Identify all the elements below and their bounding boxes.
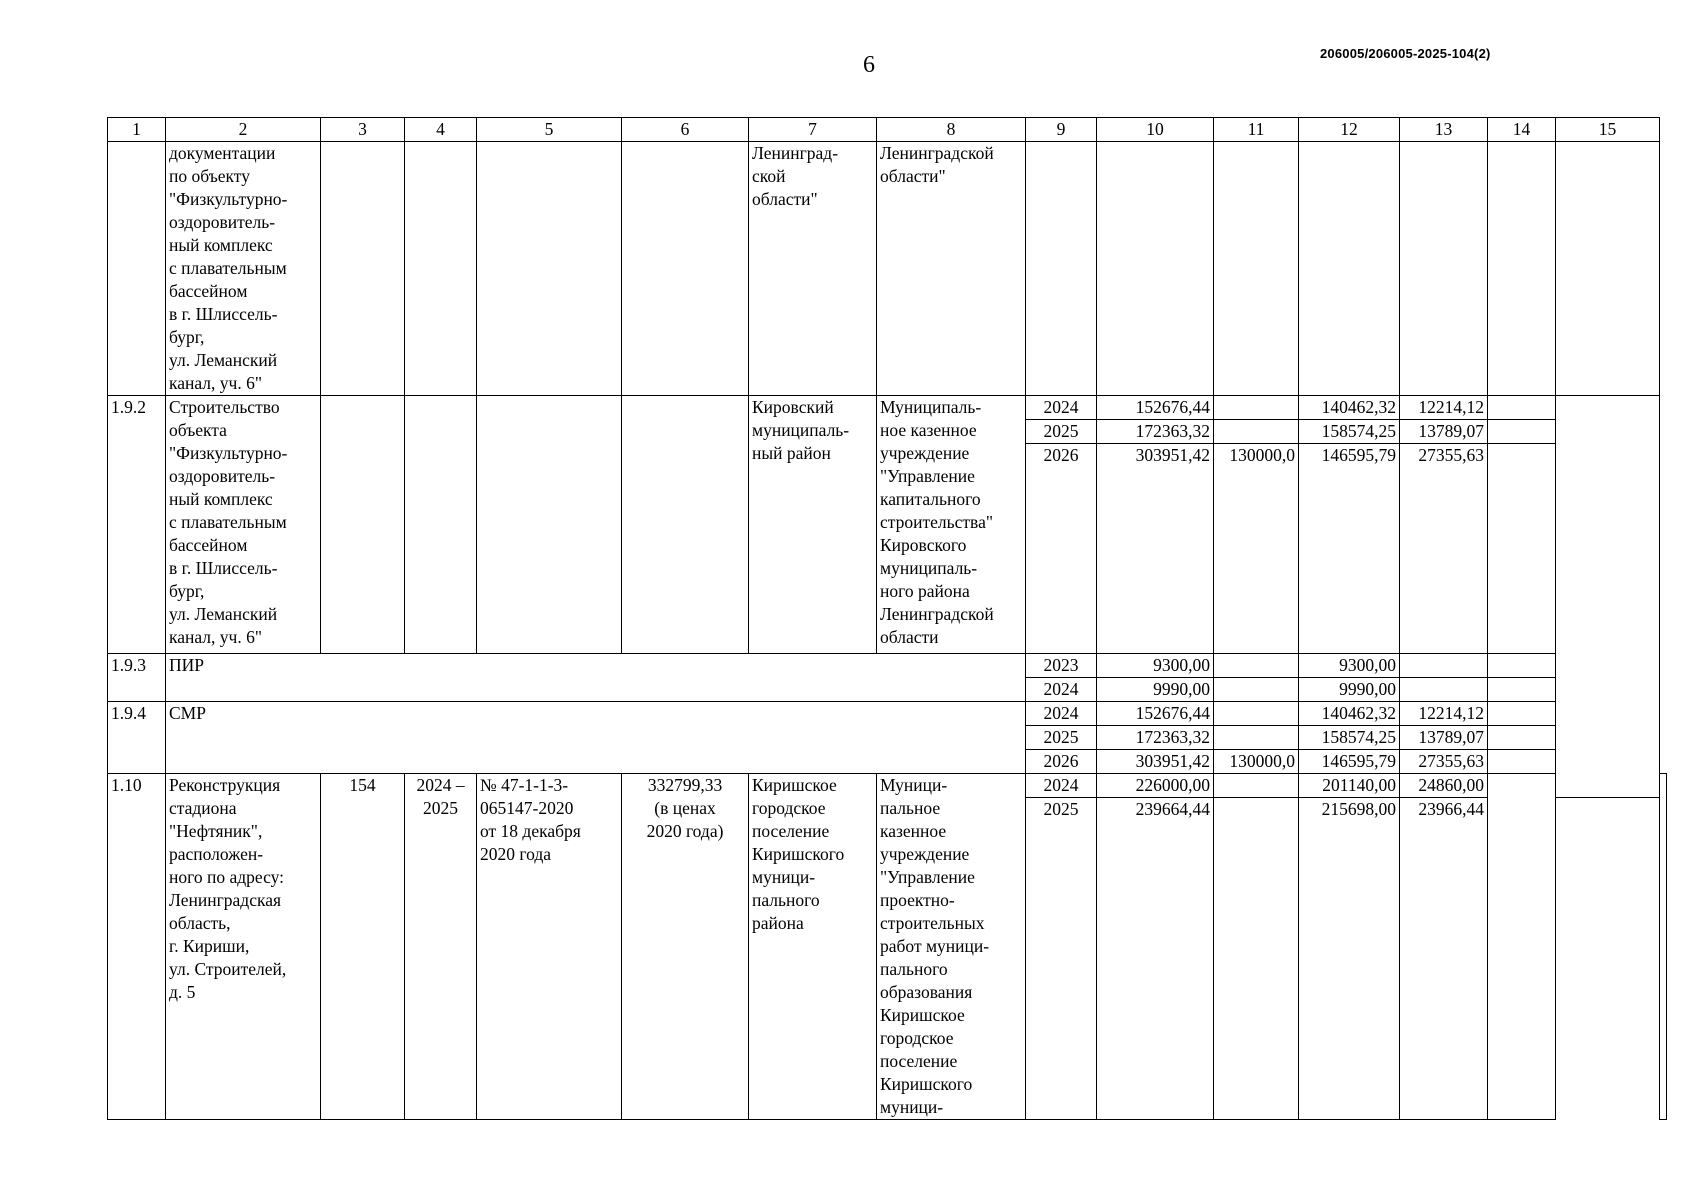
year-cell: 2024 — [1026, 702, 1097, 726]
cell — [1097, 142, 1214, 396]
year-cell: 2023 — [1026, 654, 1097, 678]
cell — [1660, 774, 1667, 1120]
page-number: 6 — [863, 52, 875, 78]
total-cell: 172363,32 — [1097, 420, 1214, 444]
row-number-cell — [108, 142, 166, 396]
regional-cell: 9300,00 — [1299, 654, 1400, 678]
total-cell: 303951,42 — [1097, 444, 1214, 654]
estimated-cost-cell: 332799,33 (в ценах 2020 года) — [622, 774, 749, 1120]
total-cell: 152676,44 — [1097, 396, 1214, 420]
customer-cell: Муници- пальное казенное учреждение "Управление проектно- строительных работ муници- пального образования Киришское городское поселение Киришского муници- — [877, 774, 1026, 1120]
total-cell: 303951,42 — [1097, 750, 1214, 774]
header-cell: 2 — [166, 118, 321, 142]
municipality-cell: Кировский муниципаль- ный район — [749, 396, 877, 654]
row-number-cell: 1.9.2 — [108, 396, 166, 654]
cell — [1488, 420, 1556, 444]
federal-cell — [1214, 702, 1299, 726]
municipality-cell: Киришское городское поселение Киришского муници- пального района — [749, 774, 877, 1120]
federal-cell — [1214, 774, 1299, 798]
cell — [477, 396, 622, 654]
cell — [1026, 142, 1097, 396]
cell — [1488, 726, 1556, 750]
local-cell: 27355,63 — [1400, 444, 1488, 654]
table-row-continuation — [108, 142, 1667, 396]
local-cell: 24860,00 — [1400, 774, 1488, 798]
total-cell: 172363,32 — [1097, 726, 1214, 750]
header-cell: 12 — [1299, 118, 1400, 142]
federal-cell — [1214, 396, 1299, 420]
regional-cell: 140462,32 — [1299, 702, 1400, 726]
regional-cell: 9990,00 — [1299, 678, 1400, 702]
local-cell: 23966,44 — [1400, 798, 1488, 1120]
header-cell: 10 — [1097, 118, 1214, 142]
period-cell: 2024 – 2025 — [405, 774, 477, 1120]
year-cell: 2024 — [1026, 678, 1097, 702]
cell — [622, 142, 749, 396]
table-row — [108, 774, 1667, 798]
header-cell: 13 — [1400, 118, 1488, 142]
row-number-cell: 1.9.3 — [108, 654, 166, 702]
federal-cell — [1214, 654, 1299, 678]
cell — [1488, 678, 1556, 702]
federal-cell: 130000,0 — [1214, 444, 1299, 654]
document-id: 206005/206005-2025-104(2) — [1320, 46, 1491, 61]
cell — [405, 396, 477, 654]
header-cell: 3 — [321, 118, 405, 142]
stage-name-cell: СМР — [166, 702, 1026, 774]
cell — [1488, 142, 1556, 396]
header-cell: 6 — [622, 118, 749, 142]
regional-cell: 158574,25 — [1299, 726, 1400, 750]
total-cell: 9990,00 — [1097, 678, 1214, 702]
cell — [622, 396, 749, 654]
header-cell: 1 — [108, 118, 166, 142]
cell — [477, 142, 622, 396]
local-cell: 13789,07 — [1400, 726, 1488, 750]
header-cell: 11 — [1214, 118, 1299, 142]
year-cell: 2024 — [1026, 396, 1097, 420]
cell — [1488, 774, 1556, 1120]
object-name-cell: документации по объекту "Физкультурно- оздоровитель- ный комплекс с плавательным бассейном в г. Шлиссель- бург, ул. Леманский канал, уч. 6" — [166, 142, 321, 396]
cell — [1556, 142, 1660, 396]
year-cell: 2025 — [1026, 726, 1097, 750]
regional-cell: 158574,25 — [1299, 420, 1400, 444]
cell — [1488, 444, 1556, 654]
cell — [1400, 142, 1488, 396]
federal-cell — [1214, 726, 1299, 750]
federal-cell: 130000,0 — [1214, 750, 1299, 774]
year-cell: 2026 — [1026, 444, 1097, 654]
cell — [1488, 396, 1556, 420]
table-header-row — [108, 118, 1667, 142]
cell — [1488, 702, 1556, 726]
municipality-cell: Ленинград- ской области" — [749, 142, 877, 396]
table-row — [108, 396, 1667, 420]
federal-cell — [1214, 798, 1299, 1120]
cell — [1488, 654, 1556, 678]
regional-cell: 146595,79 — [1299, 750, 1400, 774]
expertise-cell: № 47-1-1-3- 065147-2020 от 18 декабря 2020 года — [477, 774, 622, 1120]
table-row — [108, 702, 1667, 726]
object-name-cell: Реконструкция стадиона "Нефтяник", расположен- ного по адресу: Ленинградская область, г. Кириши, ул. Строителей, д. 5 — [166, 774, 321, 1120]
federal-cell — [1214, 678, 1299, 702]
total-cell: 239664,44 — [1097, 798, 1214, 1120]
customer-cell: Ленинградской области" — [877, 142, 1026, 396]
header-cell: 7 — [749, 118, 877, 142]
stage-name-cell: ПИР — [166, 654, 1026, 702]
local-cell: 27355,63 — [1400, 750, 1488, 774]
regional-cell: 215698,00 — [1299, 798, 1400, 1120]
local-cell — [1400, 654, 1488, 678]
local-cell: 12214,12 — [1400, 702, 1488, 726]
local-cell: 12214,12 — [1400, 396, 1488, 420]
year-cell: 2026 — [1026, 750, 1097, 774]
federal-cell — [1214, 420, 1299, 444]
header-cell: 8 — [877, 118, 1026, 142]
cell — [321, 396, 405, 654]
local-cell — [1400, 678, 1488, 702]
row-number-cell: 1.9.4 — [108, 702, 166, 774]
header-cell: 14 — [1488, 118, 1556, 142]
total-cell: 226000,00 — [1097, 774, 1214, 798]
cell — [405, 142, 477, 396]
total-cell: 9300,00 — [1097, 654, 1214, 678]
header-cell: 4 — [405, 118, 477, 142]
header-cell: 15 — [1556, 118, 1660, 142]
regional-cell: 146595,79 — [1299, 444, 1400, 654]
year-cell: 2025 — [1026, 420, 1097, 444]
year-cell: 2024 — [1026, 774, 1097, 798]
year-cell: 2025 — [1026, 798, 1097, 1120]
cell — [321, 142, 405, 396]
program-table — [107, 117, 1667, 1120]
total-cell: 152676,44 — [1097, 702, 1214, 726]
header-cell: 5 — [477, 118, 622, 142]
regional-cell: 140462,32 — [1299, 396, 1400, 420]
table-row — [108, 654, 1667, 678]
header-cell: 9 — [1026, 118, 1097, 142]
local-cell: 13789,07 — [1400, 420, 1488, 444]
customer-cell: Муниципаль- ное казенное учреждение "Управление капитального строительства" Кировского муниципаль- ного района Ленинградской области — [877, 396, 1026, 654]
cell — [1299, 142, 1400, 396]
cell — [1488, 750, 1556, 774]
regional-cell: 201140,00 — [1299, 774, 1400, 798]
row-number-cell: 1.10 — [108, 774, 166, 1120]
capacity-cell: 154 — [321, 774, 405, 1120]
cell — [1556, 396, 1660, 798]
cell — [1214, 142, 1299, 396]
object-name-cell: Строительство объекта "Физкультурно- оздоровитель- ный комплекс с плавательным бассейном в г. Шлиссель- бург, ул. Леманский канал, уч. 6" — [166, 396, 321, 654]
